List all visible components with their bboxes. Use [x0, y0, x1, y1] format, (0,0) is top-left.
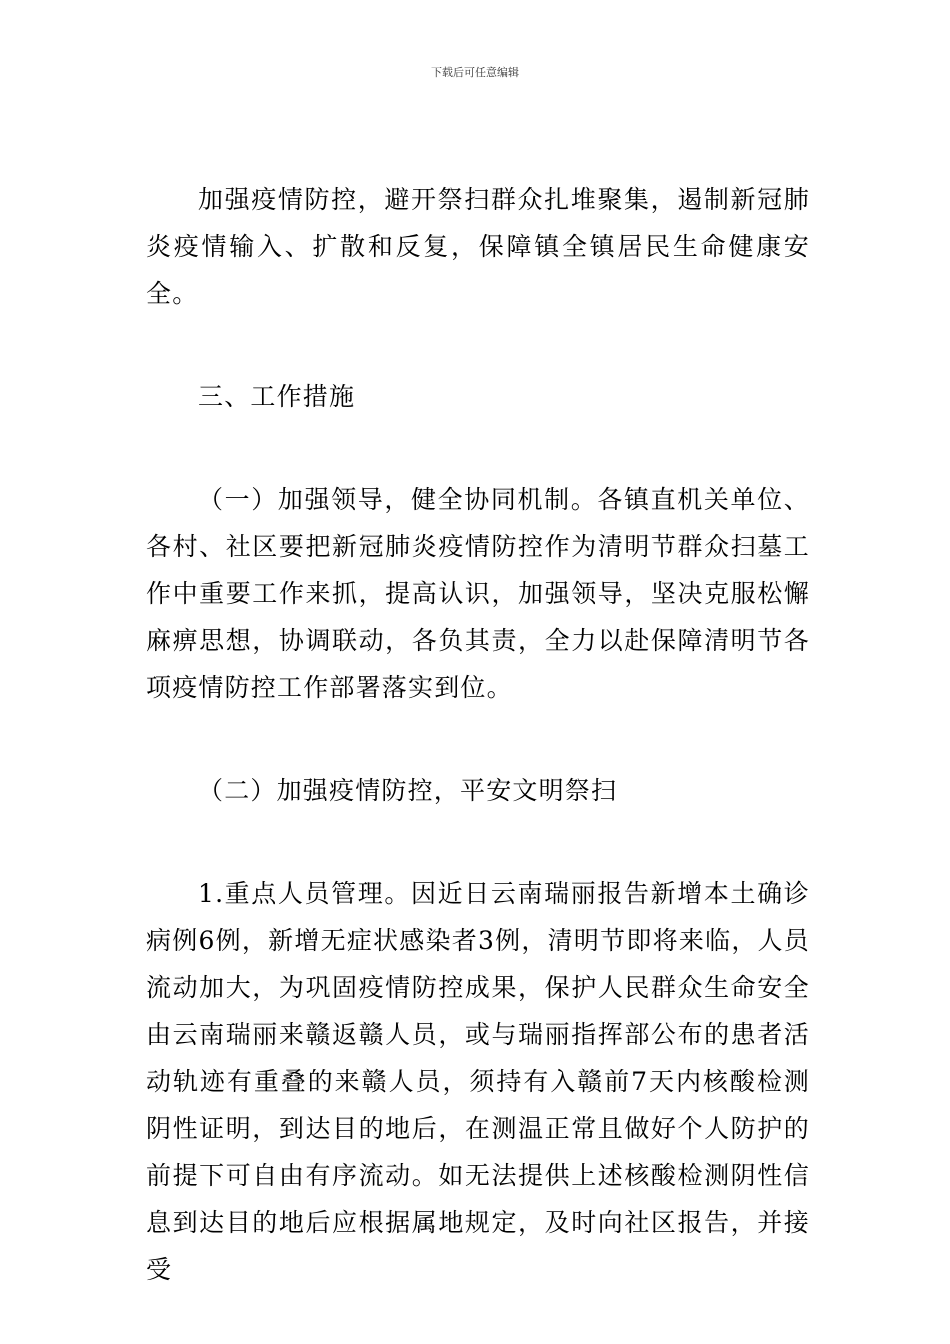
subheading-epidemic-control: （二）加强疫情防控，平安文明祭扫 — [198, 776, 618, 805]
paragraph-leadership: （一）加强领导，健全协同机制。各镇直机关单位、各村、社区要把新冠肺炎疫情防控作为清明节群众扫墓工作中重要工作来抓，提高认识，加强领导，坚决克服松懈麻痹思想，协调联动，各负其责，全力以赴保障清明节各项疫情防控工作部署落实到位。 — [146, 485, 810, 702]
paragraph-key-personnel: 1.重点人员管理。因近日云南瑞丽报告新增本土确诊病例6例，新增无症状感染者3例，清明节即将来临，人员流动加大，为巩固疫情防控成果，保护人民群众生命安全由云南瑞丽来赣返赣人员，或与瑞丽指挥部公布的患者活动轨迹有重叠的来赣人员，须持有入赣前7天内核酸检测阴性证明，到达目的地后，在测温正常且做好个人防护的前提下可自由有序流动。如无法提供上述核酸检测阴性信息到达目的地后应根据属地规定，及时向社区报告，并接受 — [146, 879, 810, 1284]
paragraph-goal: 加强疫情防控，避开祭扫群众扎堆聚集，遏制新冠肺炎疫情输入、扩散和反复，保障镇全镇居民生命健康安全。 — [146, 185, 810, 308]
section-heading-work-measures: 三、工作措施 — [198, 382, 356, 411]
document-body — [146, 176, 810, 1293]
page-header: 下载后可任意编辑 — [431, 66, 519, 79]
